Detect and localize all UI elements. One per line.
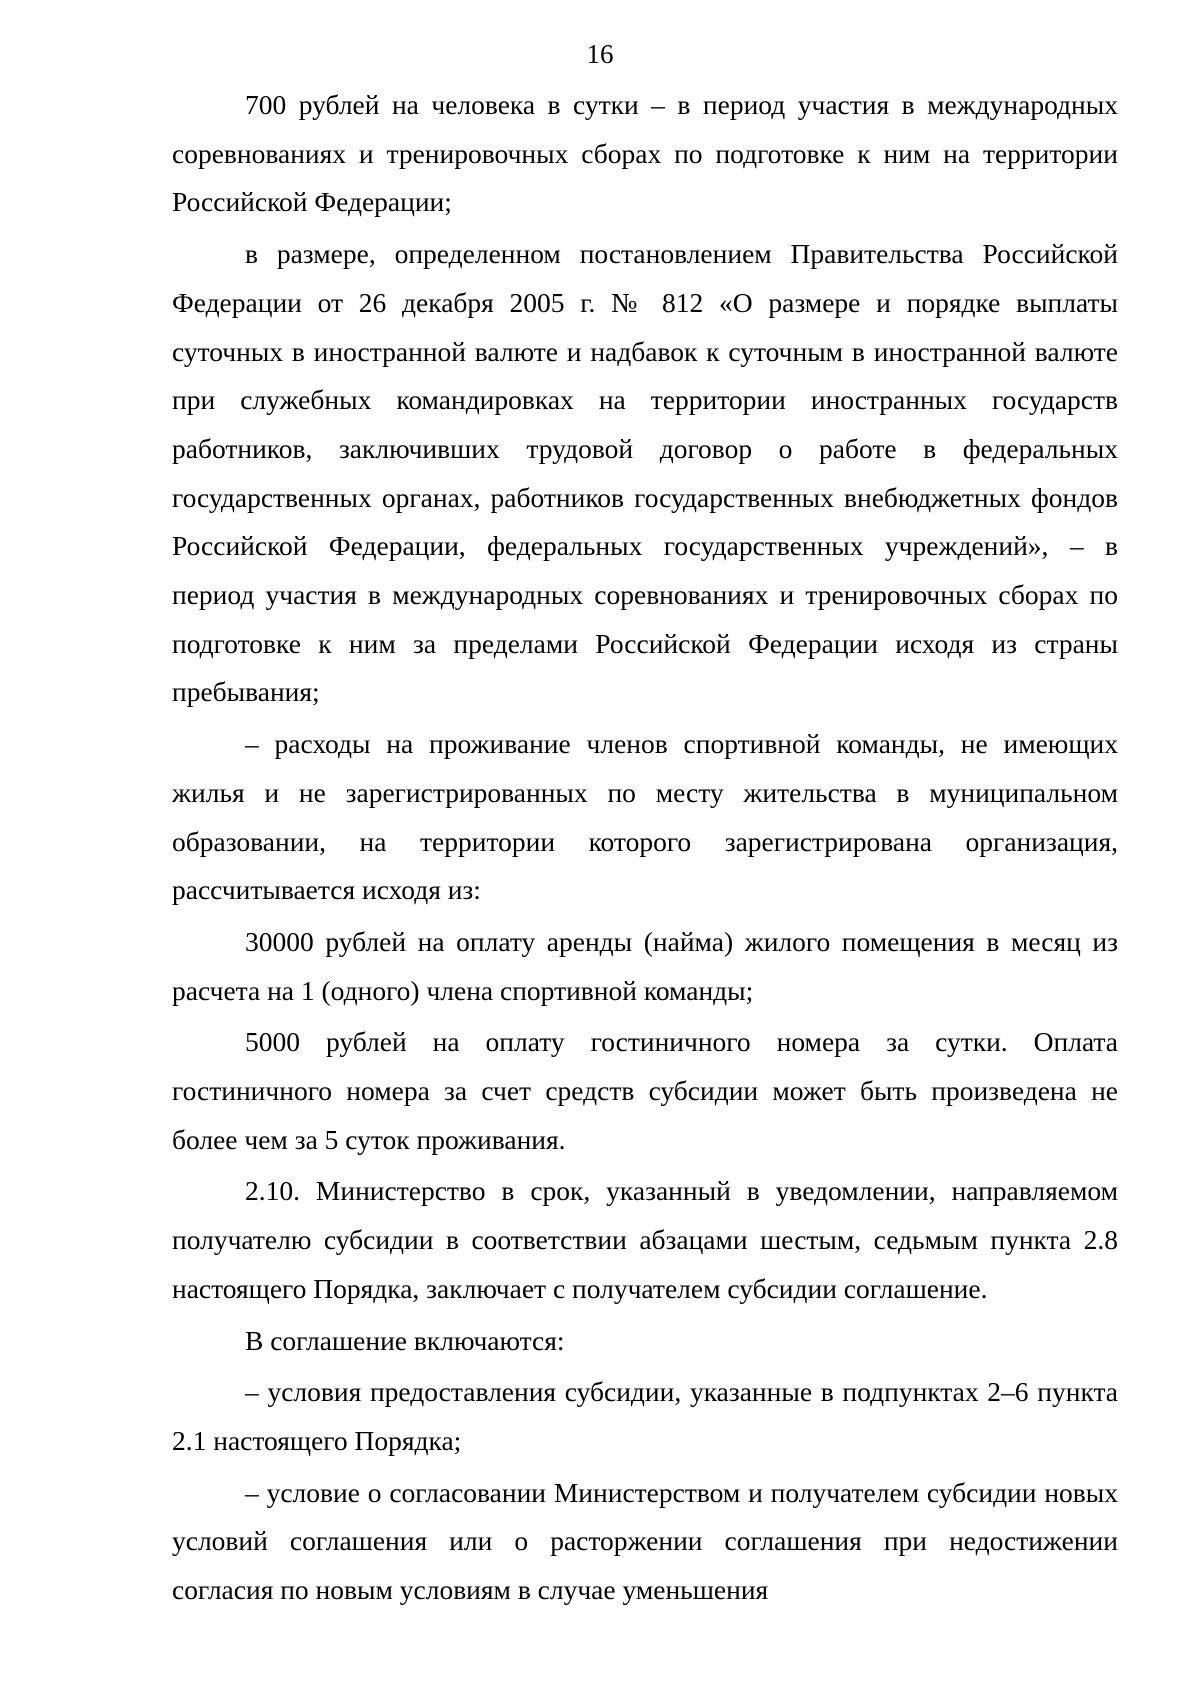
paragraph-conditions-list-item: – условия предоставления субсидии, указанные в подпунктах 2–6 пункта 2.1 настоящего Порядка; bbox=[172, 1376, 1118, 1456]
paragraph-rent-rate: 30000 рублей на оплату аренды (найма) жилого помещения в месяц из расчета на 1 (одного) члена спортивной команды; bbox=[172, 925, 1118, 1006]
document-body bbox=[172, 81, 1118, 1615]
page-number: 16 bbox=[586, 39, 614, 69]
paragraph-housing-expenses: – расходы на проживание членов спортивной команды, не имеющих жилья и не зарегистрированных по месту жительства в муниципальном образовании, на территории которого зарегистрирована организация, рассчитывается исходя из: bbox=[172, 728, 1118, 906]
paragraph-hotel-rate: 5000 рублей на оплату гостиничного номера за сутки. Оплата гостиничного номера за счет средств субсидии может быть произведена не более чем за 5 суток проживания. bbox=[172, 1026, 1118, 1155]
paragraph-approval-condition: – условие о согласовании Министерством и получателем субсидии новых условий соглашения или о расторжении соглашения при недостижении согласия по новым условиям в случае уменьшения bbox=[172, 1476, 1118, 1606]
paragraph-agreement-includes: В соглашение включаются: bbox=[245, 1324, 565, 1356]
paragraph-daily-rate-abroad: в размере, определенном постановлением Правительства Российской Федерации от 26 декабря 2005 г. № 812 «О размере и порядке выплаты суточных в иностранной валюте и надбавок к суточным в иностранной валюте при служебных командировках на территории иностранных государств работников, заключивших трудовой договор о работе в федеральных государственных органах, работников государственных внебюджетных фондов Российской Федерации, федеральных государственных учреждений», – в период участия в международных соревнованиях и тренировочных сборах по подготовке к ним за пределами Российской Федерации исходя из страны пребывания; bbox=[172, 238, 1118, 708]
paragraph-clause-2-10: 2.10. Министерство в срок, указанный в уведомлении, направляемом получателю субсидии в соответствии абзацами шестым, седьмым пункта 2.8 настоящего Порядка, заключает с получателем субсидии соглашение. bbox=[172, 1175, 1118, 1304]
paragraph-daily-rate-russia: 700 рублей на человека в сутки – в период участия в международных соревнованиях и тренировочных сборах по подготовке к ним на территории Российской Федерации; bbox=[172, 89, 1118, 218]
